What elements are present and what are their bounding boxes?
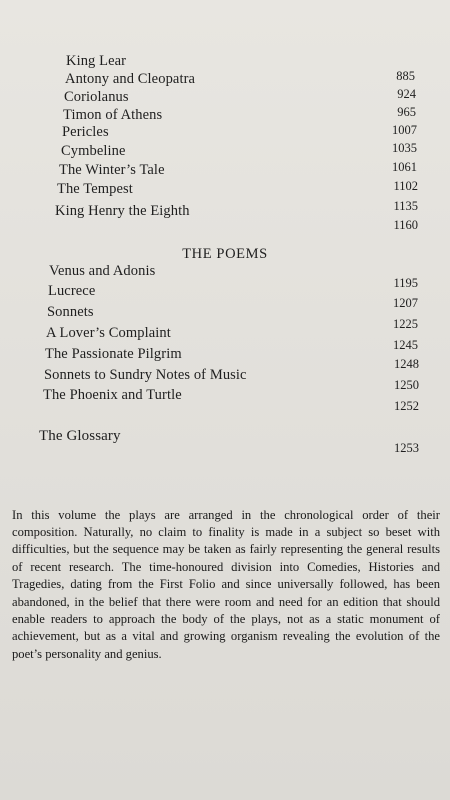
toc-entry-title: Timon of Athens: [63, 107, 163, 123]
toc-entry-page: 1207: [393, 296, 418, 310]
toc-entry-page-glossary: 1253: [394, 441, 419, 455]
toc-entry-title: Sonnets: [47, 304, 94, 320]
toc-entry-page: 1160: [393, 218, 418, 232]
toc-entry-page: 1225: [393, 317, 418, 331]
toc-entry-page: 1035: [392, 141, 417, 155]
toc-entry-page: 965: [397, 105, 416, 119]
toc-entry-title: The Winter’s Tale: [59, 162, 165, 178]
toc-entry-title: Lucrece: [48, 283, 96, 299]
toc-entry-page: 885: [396, 69, 415, 83]
toc-entry-page: 1252: [394, 399, 419, 413]
toc-entry-title: King Lear: [66, 53, 127, 69]
toc-entry-title: Pericles: [62, 124, 109, 140]
editorial-note-paragraph: In this volume the plays are arranged in the chronological order of their composition. Naturally, no claim to finality is made in a subject so beset with difficulties, but the sequence may be taken as fairly representing the general results of recent research. The time-honoured division into Comedies, Histories and Tragedies, dating from the First Folio and since universally followed, has been abandoned, in the belief that there were room and need for an edition that should enable readers to approach the body of the plays, not as a static monument of achievement, but as a vital and growing organism revealing the evolution of the poet’s personality and genius.: [12, 507, 440, 661]
toc-entry-title: The Phoenix and Turtle: [43, 387, 182, 403]
toc-entry-page: 1248: [394, 357, 419, 371]
toc-entry-page: 1195: [393, 276, 418, 290]
toc-entry-page: 1135: [393, 199, 418, 213]
toc-entry-title: Venus and Adonis: [49, 263, 156, 279]
toc-entry-title: Sonnets to Sundry Notes of Music: [44, 367, 247, 383]
toc-entry-title: The Passionate Pilgrim: [45, 346, 182, 362]
toc-entry-page: 1061: [392, 160, 417, 174]
toc-entry-title: The Tempest: [57, 181, 133, 197]
toc-entry-title: Cymbeline: [61, 143, 126, 159]
toc-entry-title-glossary: The Glossary: [39, 428, 121, 444]
toc-entry-title: A Lover’s Complaint: [46, 325, 171, 341]
section-heading-poems: THE POEMS: [182, 246, 268, 262]
toc-entry-title: King Henry the Eighth: [55, 203, 190, 219]
toc-entry-title: Coriolanus: [64, 89, 129, 105]
toc-entry-page: 1007: [392, 123, 417, 137]
toc-entry-page: 924: [397, 87, 416, 101]
toc-entry-page: 1245: [393, 338, 418, 352]
toc-entry-page: 1250: [394, 378, 419, 392]
toc-entry-page: 1102: [393, 179, 418, 193]
toc-entry-title: Antony and Cleopatra: [65, 71, 196, 87]
